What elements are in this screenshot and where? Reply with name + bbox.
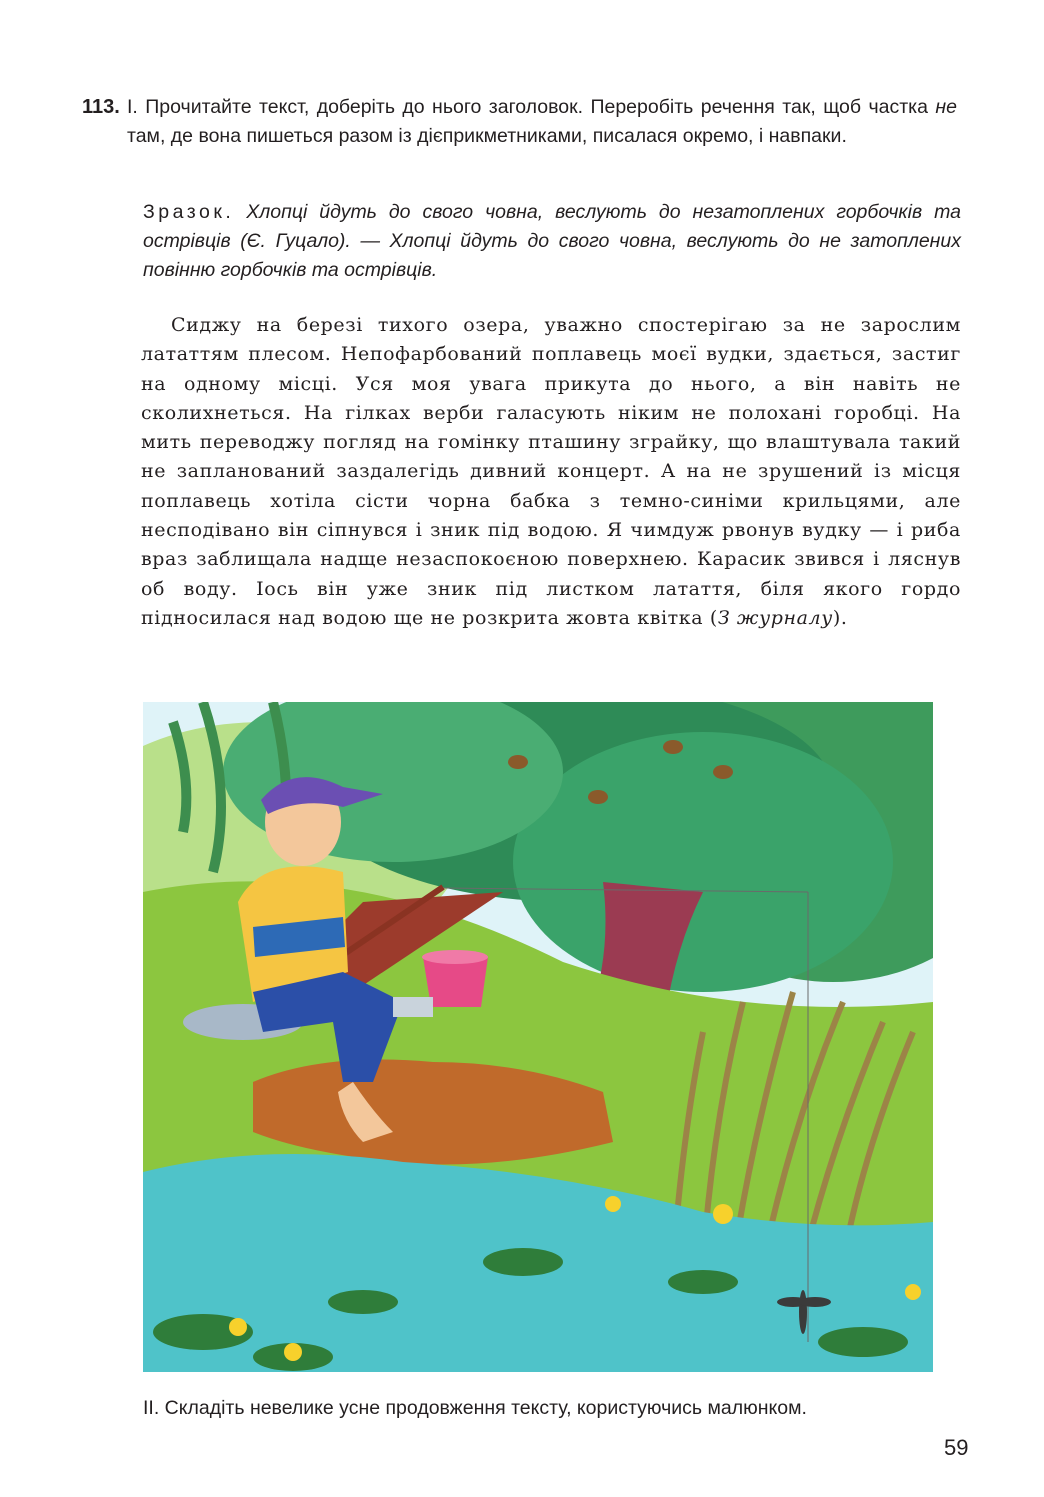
task-text-start: I. Прочитайте текст, доберіть до нього заголовок. Переробіть речення так, щоб частка: [127, 96, 936, 118]
sample-block: [143, 198, 961, 285]
fishing-illustration: [143, 702, 933, 1372]
task-particle: не: [935, 96, 957, 118]
exercise-task: [127, 93, 957, 151]
passage-end: ).: [832, 606, 848, 629]
page-number: 59: [944, 1435, 969, 1460]
passage-source: З журналу: [717, 606, 833, 629]
passage-body: Сиджу на березі тихого озера, уважно спостерігаю за не зарослим лататтям плесом. Непофарбований поплавець моєї вудки, здається, застиг на одному місці. Уся моя увага прикута до нього, а він навіть не сколихнеться. На гілках верби галасують ніким не полохані горобці. На мить переводжу погляд на гомінку пташину зграйку, що влаштувала такий не запланований заздалегідь дивний концерт. А на не зрушений із місця поплавець хотіла сісти чорна бабка з темно-синіми крильцями, але несподівано він сіпнувся і зник під водою. Я чимдуж рвонув вудку — і риба враз заблищала надще незаспокоєною поверхнею. Карасик звився і ляснув об воду. Іось він уже зник під листком латаття, біля якого гордо підносилася над водою ще не розкрита жовта квітка (: [141, 314, 961, 629]
task-part-two: II. Складіть невелике усне продовження тексту, користуючись малюнком.: [143, 1397, 807, 1419]
sample-text: Хлопці йдуть до свого човна, веслують до незатоплених горбочків та острівців (Є. Гуцало). — Хлопці йдуть до свого човна, веслують до не затоплених повінню горбочків та острівців.: [143, 201, 961, 281]
reading-passage: [141, 311, 961, 633]
sample-label: Зразок.: [143, 201, 235, 223]
task-text-end: там, де вона пишеться разом із дієприкметниками, писалася окремо, і навпаки.: [127, 125, 847, 147]
exercise-number: 113.: [82, 96, 120, 118]
